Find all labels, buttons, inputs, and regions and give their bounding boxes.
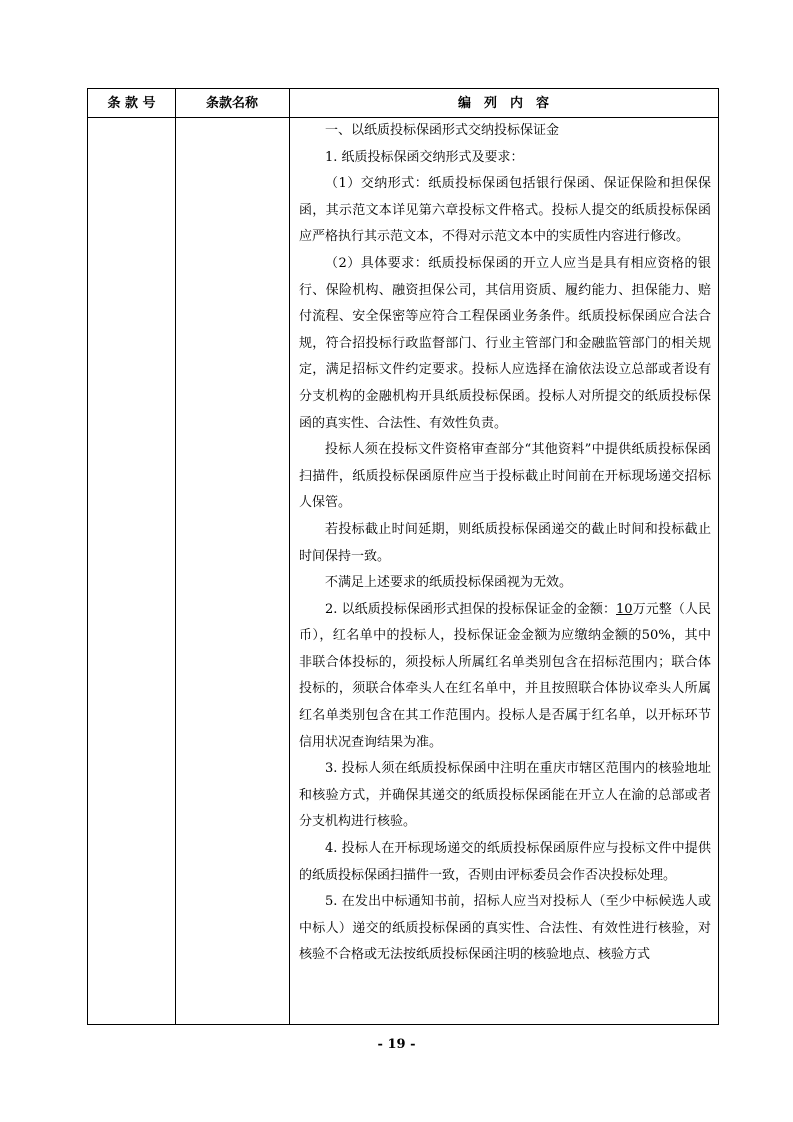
amount-lead-text: 2. 以纸质投标保函形式担保的投标保证金的金额： xyxy=(325,601,617,617)
table-header-row xyxy=(88,89,718,118)
paragraph: 5. 在发出中标通知书前，招标人应当对投标人（至少中标候选人或中标人）递交的纸质投标保函的真实性、合法性、有效性进行核验，对核验不合格或无法按纸质投标保函注明的核验地点、核验方式 xyxy=(299,894,711,963)
column-divider xyxy=(175,89,176,1024)
header-content: 编 列 内 容 xyxy=(457,96,549,111)
header-clause-number: 条 款 号 xyxy=(107,96,156,111)
paragraph: 4. 投标人在开标现场递交的纸质投标保函原件应与投标文件中提供的纸质投标保函扫描件一致，否则由评标委员会作否决投标处理。 xyxy=(299,841,711,883)
paragraph: （2）具体要求：纸质投标保函的开立人应当是具有相应资格的银行、保险机构、融资担保公司，其信用资质、履约能力、担保能力、赔付流程、安全保密等应符合工程保函业务条件。纸质投标保函应合法合规，符合招投标行政监督部门、行业主管部门和金融监管部门的相关规定，满足招标文件约定要求。投标人应选择在渝依法设立总部或者设有分支机构的金融机构开具纸质投标保函。投标人对所提交的纸质投标保函的真实性、合法性、有效性负责。 xyxy=(299,255,711,431)
section-heading: 一、以纸质投标保函形式交纳投标保证金 xyxy=(325,123,560,138)
provisions-table xyxy=(87,88,719,1025)
column-divider xyxy=(289,89,290,1024)
paragraph: （1）交纳形式：纸质投标保函包括银行保函、保证保险和担保保函，其示范文本详见第六章投标文件格式。投标人提交的纸质投标保函应严格执行其示范文本，不得对示范文本中的实质性内容进行修改。 xyxy=(299,176,711,245)
paragraph: 1. 纸质投标保函交纳形式及要求： xyxy=(325,149,524,165)
guarantee-amount: 10 xyxy=(616,601,633,617)
paragraph: 不满足上述要求的纸质投标保函视为无效。 xyxy=(325,575,573,591)
amount-trail-text: 万元整（人民币），红名单中的投标人，投标保证金金额为应缴纳金额的50%，其中非联合体投标的，须投标人所属红名单类别包含在招标范围内；联合体投标的，须联合体牵头人在红名单中，并且按照联合体协议牵头人所属红名单类别包含在其工作范围内。投标人是否属于红名单，以开标环节信用状况查询结果为准。 xyxy=(299,601,711,750)
paragraph: 若投标截止时间延期，则纸质投标保函递交的截止时间和投标截止时间保持一致。 xyxy=(299,521,711,564)
header-clause-name: 条款名称 xyxy=(205,96,258,111)
paragraph xyxy=(299,597,711,757)
paragraph: 投标人须在投标文件资格审查部分“其他资料”中提供纸质投标保函扫描件，纸质投标保函原件应当于投标截止时间前在开标现场递交招标人保管。 xyxy=(299,442,711,511)
content-cell xyxy=(299,118,711,969)
page-number: - 19 - xyxy=(377,1037,416,1052)
paragraph: 3. 投标人须在纸质投标保函中注明在重庆市辖区范围内的核验地址和核验方式，并确保其递交的纸质投标保函能在开立人在渝的总部或者分支机构进行核验。 xyxy=(299,761,711,830)
